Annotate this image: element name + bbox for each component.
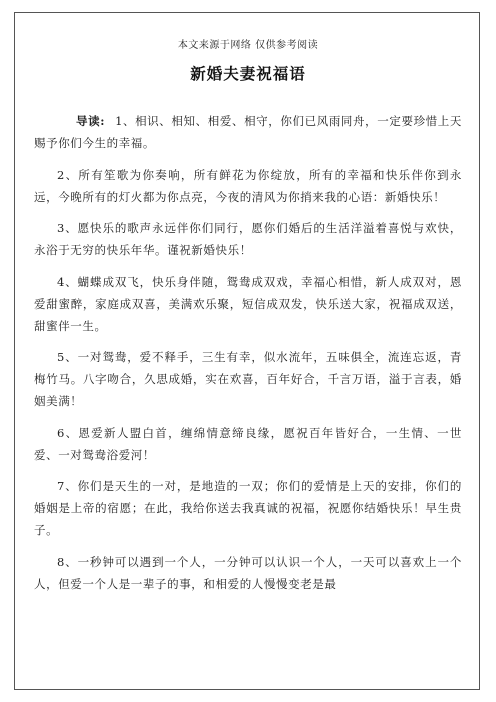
lead-label: 导读: (76, 114, 106, 128)
paragraph-2: 2、所有笙歌为你奏响，所有鲜花为你绽放，所有的幸福和快乐伴你到永远，今晚所有的灯火都为你点亮，今夜的清风为你捎来我的心语：新婚快乐！ (34, 167, 462, 204)
paragraph-8: 8、一秒钟可以遇到一个人，一分钟可以认识一个人，一天可以喜欢上一个人，但爱一个人是一辈子的事，和相爱的人慢慢变老是最 (34, 554, 462, 591)
paragraph-3: 3、愿快乐的歌声永远伴你们同行，愿你们婚后的生活洋溢着喜悦与欢快，永浴于无穷的快乐年华。谨祝新婚快乐！ (34, 221, 462, 257)
document-body (34, 110, 462, 604)
paragraph-4: 4、蝴蝶成双飞，快乐身伴随，鸳鸯成双戏，幸福心相惜，新人成双对，恩爱甜蜜醉，家庭成双喜，美满欢乐聚，短信成双发，快乐送大家，祝福成双送，甜蜜伴一生。 (34, 274, 462, 333)
source-note: 本文来源于网络 仅供参考阅读 (177, 40, 319, 51)
paragraph-1 (34, 110, 462, 154)
paragraph-6: 6、恩爱新人盟白首，缠绵情意缔良缘，愿祝百年皆好合，一生情、一世爱、一对鸳鸯浴爱河！ (34, 425, 462, 462)
document-title: 新婚夫妻祝福语 (190, 65, 306, 83)
paragraph-5: 5、一对鸳鸯，爱不释手，三生有幸，似水流年，五味俱全，流连忘返，青梅竹马。八字吻合，久思成婚，实在欢喜，百年好合，千言万语，溢于言表，婚姻美满！ (34, 350, 462, 408)
paragraph-7: 7、你们是天生的一对，是地造的一双；你们的爱情是上天的安排，你们的婚姻是上帝的宿愿；在此，我给你送去我真诚的祝福，祝愿你结婚快乐！早生贵子。 (34, 479, 462, 537)
paragraph-text: 1、相识、相知、相爱、相守，你们已风雨同舟，一定要珍惜上天赐予你们今生的幸福。 (34, 114, 462, 150)
